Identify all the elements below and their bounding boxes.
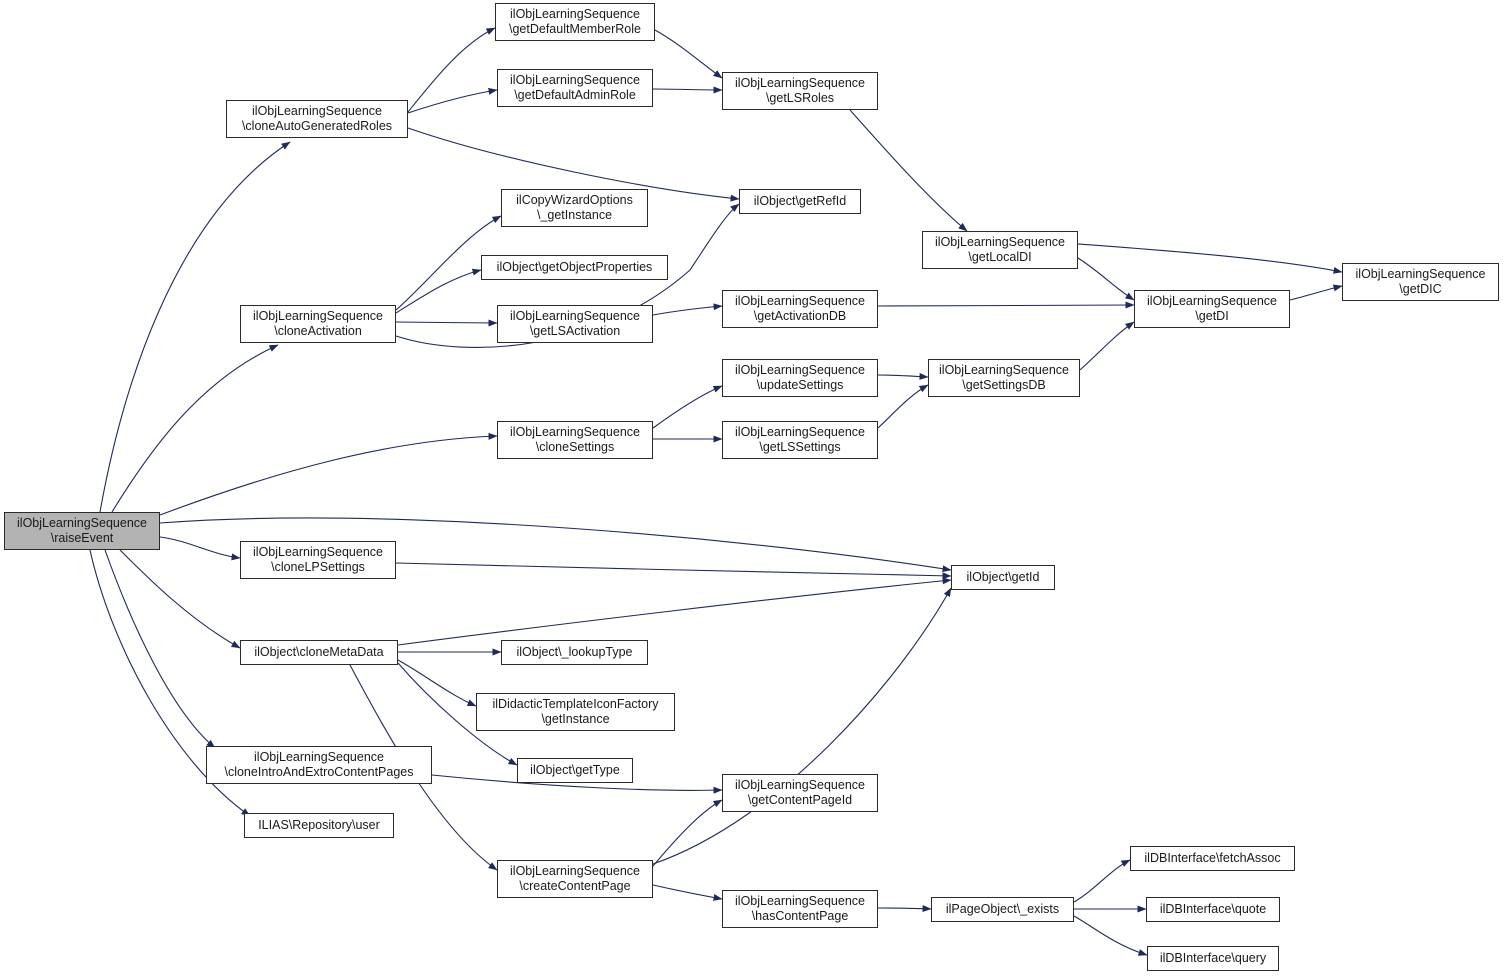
edge-n_getDefaultAdminRole-to-n_getLSRoles [653, 89, 722, 90]
node-label-line: ilDBInterface\quote [1159, 902, 1267, 916]
node-label-line: \getLocalDI [968, 250, 1032, 264]
edge-n_getSettingsDB-to-n_getDI [1080, 322, 1134, 370]
graph-node-cloneAutoGeneratedRoles[interactable] [226, 100, 408, 138]
node-label-line: \cloneSettings [535, 440, 615, 454]
edge-n_hasContentPage-to-n_pageObjectExists [878, 908, 931, 909]
edge-n_pageObjectExists-to-n_fetchAssoc [1074, 860, 1130, 902]
node-label-line: ilObjLearningSequence [1355, 267, 1486, 281]
graph-node-quote[interactable] [1146, 897, 1280, 922]
graph-node-getActivationDB[interactable] [722, 290, 878, 328]
edge-n_getDefaultMemberRole-to-n_getLSRoles [655, 30, 722, 78]
node-label-line: ilObjLearningSequence [510, 425, 640, 439]
node-label-line: \cloneActivation [274, 324, 362, 338]
edge-n_cloneMetaData-to-n_getId [398, 580, 951, 645]
edge-n_cloneAutoGeneratedRoles-to-n_getDefaultAdminRole [408, 90, 497, 113]
graph-node-getType[interactable] [517, 758, 633, 783]
node-label-line: ilObjLearningSequence [252, 104, 382, 118]
node-label-line: \getDefaultMemberRole [508, 22, 641, 36]
graph-node-cloneMetaData[interactable] [240, 640, 398, 665]
graph-node-cloneActivation[interactable] [240, 305, 396, 343]
node-label-line: \raiseEvent [50, 531, 114, 545]
node-label-line: \getActivationDB [753, 309, 847, 323]
graph-node-getSettingsDB[interactable] [928, 359, 1080, 397]
edge-n_getLSSettings-to-n_getSettingsDB [878, 385, 928, 428]
edge-n_cloneMetaData-to-n_didacticTemplate [398, 660, 476, 706]
node-label-line: ilObjLearningSequence [510, 864, 640, 878]
edge-n_getLocalDI-to-n_getDI [1078, 258, 1134, 300]
node-label-line: ilObjLearningSequence [1147, 294, 1277, 308]
graph-node-cloneIntroAndExtro[interactable] [206, 746, 432, 784]
node-label-line: \getContentPageId [747, 793, 853, 807]
node-label-line: ilObjLearningSequence [735, 894, 865, 908]
node-label-line: ilObjLearningSequence [510, 309, 640, 323]
node-label-line: ilObject\getType [530, 763, 620, 777]
edge-n_getLocalDI-to-n_getDIC [1078, 244, 1342, 272]
edge-n_cloneActivation-to-n_getObjectProperties [396, 270, 481, 313]
edge-n_cloneAutoGeneratedRoles-to-n_getDefaultMemberRole [408, 28, 495, 112]
edge-n_raiseEvent-to-n_cloneMetaData [120, 550, 240, 648]
graph-node-getDefaultMemberRole[interactable] [495, 3, 655, 41]
node-label-line: ilObjLearningSequence [735, 76, 865, 90]
graph-node-didacticTemplate[interactable] [476, 693, 675, 731]
graph-node-getId[interactable] [951, 565, 1055, 590]
node-label-line: \getDefaultAdminRole [514, 88, 636, 102]
graph-node-getDefaultAdminRole[interactable] [497, 69, 653, 107]
edge-n_cloneLPSettings-to-n_getId [396, 563, 951, 576]
node-label-line: ilDBInterface\fetchAssoc [1144, 851, 1281, 865]
node-label-line: ilDidacticTemplateIconFactory [492, 697, 659, 711]
node-label-line: ilCopyWizardOptions [516, 193, 633, 207]
graph-node-lookupType[interactable] [501, 640, 648, 665]
graph-node-cloneSettings[interactable] [497, 421, 653, 459]
edge-n_raiseEvent-to-n_cloneIntroAndExtro [105, 550, 215, 748]
node-label-line: ilObjLearningSequence [17, 516, 147, 530]
node-label-line: ilObjLearningSequence [939, 363, 1069, 377]
node-label-line: ilObject\getRefId [753, 194, 847, 208]
node-label-line: \cloneLPSettings [271, 560, 365, 574]
graph-node-getInstanceCW[interactable] [501, 189, 648, 227]
node-label-line: \createContentPage [519, 879, 631, 893]
edge-n_raiseEvent-to-n_cloneLPSettings [160, 537, 240, 558]
edge-n_cloneSettings-to-n_updateSettings [653, 386, 722, 428]
edge-n_createContentPage-to-n_getId [653, 588, 951, 864]
graph-node-getObjectProperties[interactable] [481, 255, 668, 280]
graph-node-pageObjectExists[interactable] [931, 897, 1074, 922]
graph-node-cloneLPSettings[interactable] [240, 541, 396, 579]
node-label-line: \updateSettings [756, 378, 844, 392]
node-label-line: \cloneAutoGeneratedRoles [241, 119, 393, 133]
edge-n_getDI-to-n_getDIC [1290, 286, 1342, 300]
node-label-line: \getSettingsDB [962, 378, 1046, 392]
node-label-line: ilObjLearningSequence [510, 73, 640, 87]
graph-node-getDIC[interactable] [1342, 263, 1499, 301]
node-label-line: \getLSActivation [529, 324, 621, 338]
graph-node-raiseEvent[interactable] [4, 512, 160, 550]
node-label-line: \cloneIntroAndExtroContentPages [224, 765, 414, 779]
node-label-line: ilObjLearningSequence [735, 294, 865, 308]
node-label-line: ilObjLearningSequence [254, 750, 384, 764]
graph-node-getLocalDI[interactable] [922, 231, 1078, 269]
edge-n_cloneActivation-to-n_getLSActivation [396, 322, 497, 323]
node-label-line: \_getInstance [536, 208, 613, 222]
graph-node-updateSettings[interactable] [722, 359, 878, 397]
node-label-line: \getDIC [1399, 282, 1442, 296]
node-label-line: ilDBInterface\query [1159, 951, 1267, 965]
node-label-line: \hasContentPage [751, 909, 849, 923]
graph-node-getRefId[interactable] [739, 189, 861, 214]
node-label-line: ilObjLearningSequence [735, 778, 865, 792]
graph-node-query[interactable] [1147, 946, 1279, 971]
edge-n_createContentPage-to-n_getContentPageId [653, 800, 722, 866]
node-label-line: ilObjLearningSequence [935, 235, 1065, 249]
node-label-line: ilObjLearningSequence [253, 545, 383, 559]
edge-n_raiseEvent-to-n_cloneSettings [160, 436, 497, 515]
node-label-line: ilObject\getId [966, 570, 1040, 584]
graph-node-getContentPageId[interactable] [722, 774, 878, 812]
edge-n_raiseEvent-to-n_cloneActivation [112, 345, 278, 512]
node-label-line: \getLSRoles [765, 91, 835, 105]
graph-node-createContentPage[interactable] [497, 860, 653, 898]
node-label-line: ilObjLearningSequence [253, 309, 383, 323]
node-label-line: \getInstance [541, 712, 610, 726]
edge-n_pageObjectExists-to-n_query [1074, 916, 1147, 955]
node-label-line: ilObjLearningSequence [735, 363, 865, 377]
node-label-line: ilObject\getObjectProperties [496, 260, 653, 274]
graph-node-fetchAssoc[interactable] [1130, 846, 1295, 871]
edge-n_createContentPage-to-n_hasContentPage [653, 885, 722, 899]
graph-node-getLSSettings[interactable] [722, 421, 878, 459]
graph-node-getLSRoles[interactable] [722, 72, 878, 110]
edge-n_getLSRoles-to-n_getLocalDI [850, 110, 967, 231]
edge-n_getLSActivation-to-n_getActivationDB [653, 306, 722, 315]
node-label-line: ilObjLearningSequence [510, 7, 640, 21]
node-label-line: \getDI [1195, 309, 1229, 323]
edge-n_updateSettings-to-n_getSettingsDB [878, 375, 928, 377]
node-label-line: ilObject\_lookupType [516, 645, 633, 659]
edge-n_getActivationDB-to-n_getDI [878, 305, 1134, 306]
graph-node-getDI[interactable] [1134, 290, 1290, 328]
graph-node-getLSActivation[interactable] [497, 305, 653, 343]
node-label-line: \getLSSettings [759, 440, 841, 454]
node-label-line: ilObject\cloneMetaData [254, 645, 384, 659]
node-label-line: ILIAS\Repository\user [258, 818, 380, 832]
node-label-line: ilObjLearningSequence [735, 425, 865, 439]
node-label-line: ilPageObject\_exists [945, 902, 1060, 916]
graph-node-repositoryUser[interactable] [244, 813, 394, 838]
graph-node-hasContentPage[interactable] [722, 890, 878, 928]
